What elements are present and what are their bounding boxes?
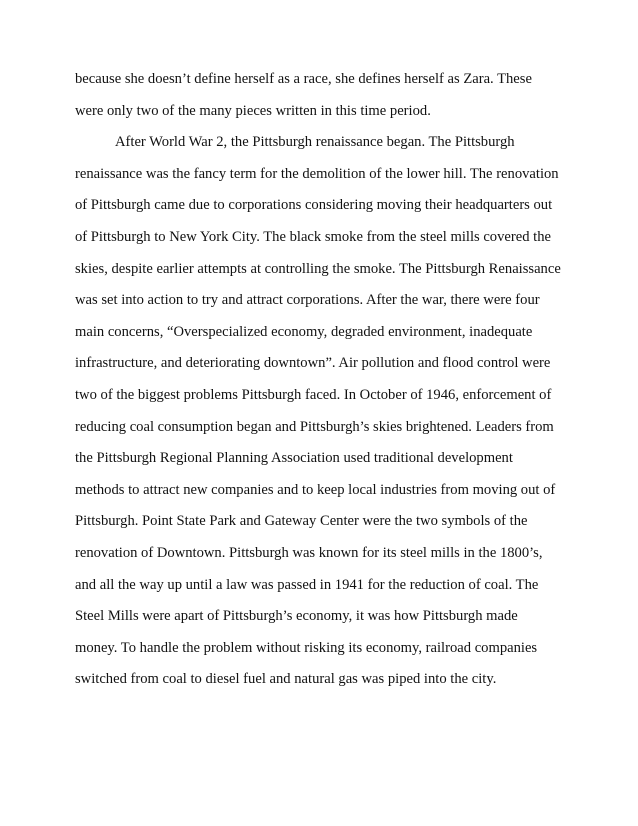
text-line-4: renaissance was the fancy term for the demolition of the lower hill. The renovation: [75, 165, 559, 182]
text-line-12: reducing coal consumption began and Pittsburgh’s skies brightened. Leaders from: [75, 418, 554, 435]
text-line-15: Pittsburgh. Point State Park and Gateway Center were the two symbols of the: [75, 513, 528, 530]
text-line-7: skies, despite earlier attempts at controlling the smoke. The Pittsburgh Renaissance: [75, 260, 561, 277]
paragraph-start-line: After World War 2, the Pittsburgh renaissance began. The Pittsburgh: [115, 134, 515, 151]
text-line-18: Steel Mills were apart of Pittsburgh’s economy, it was how Pittsburgh made: [75, 608, 518, 625]
text-line-6: of Pittsburgh to New York City. The black smoke from the steel mills covered the: [75, 228, 551, 245]
text-line-16: renovation of Downtown. Pittsburgh was known for its steel mills in the 1800’s,: [75, 544, 543, 561]
text-line-14: methods to attract new companies and to keep local industries from moving out of: [75, 481, 556, 498]
text-line-2: were only two of the many pieces written in this time period.: [75, 102, 431, 119]
text-line-5: of Pittsburgh came due to corporations considering moving their headquarters out: [75, 197, 553, 214]
text-line-17: and all the way up until a law was passed in 1941 for the reduction of coal. The: [75, 576, 539, 593]
text-line-10: infrastructure, and deteriorating downtown”. Air pollution and flood control were: [75, 355, 551, 372]
document-body: [75, 64, 563, 696]
text-line-19: money. To handle the problem without risking its economy, railroad companies: [75, 639, 538, 656]
text-line-8: was set into action to try and attract corporations. After the war, there were four: [75, 292, 540, 309]
text-line-20: switched from coal to diesel fuel and natural gas was piped into the city.: [75, 671, 497, 688]
text-line-9: main concerns, “Overspecialized economy, degraded environment, inadequate: [75, 323, 533, 340]
text-line-13: the Pittsburgh Regional Planning Association used traditional development: [75, 450, 513, 467]
text-line-1: because she doesn’t define herself as a race, she defines herself as Zara. These: [75, 71, 532, 87]
text-line-11: two of the biggest problems Pittsburgh faced. In October of 1946, enforcement of: [75, 386, 552, 403]
